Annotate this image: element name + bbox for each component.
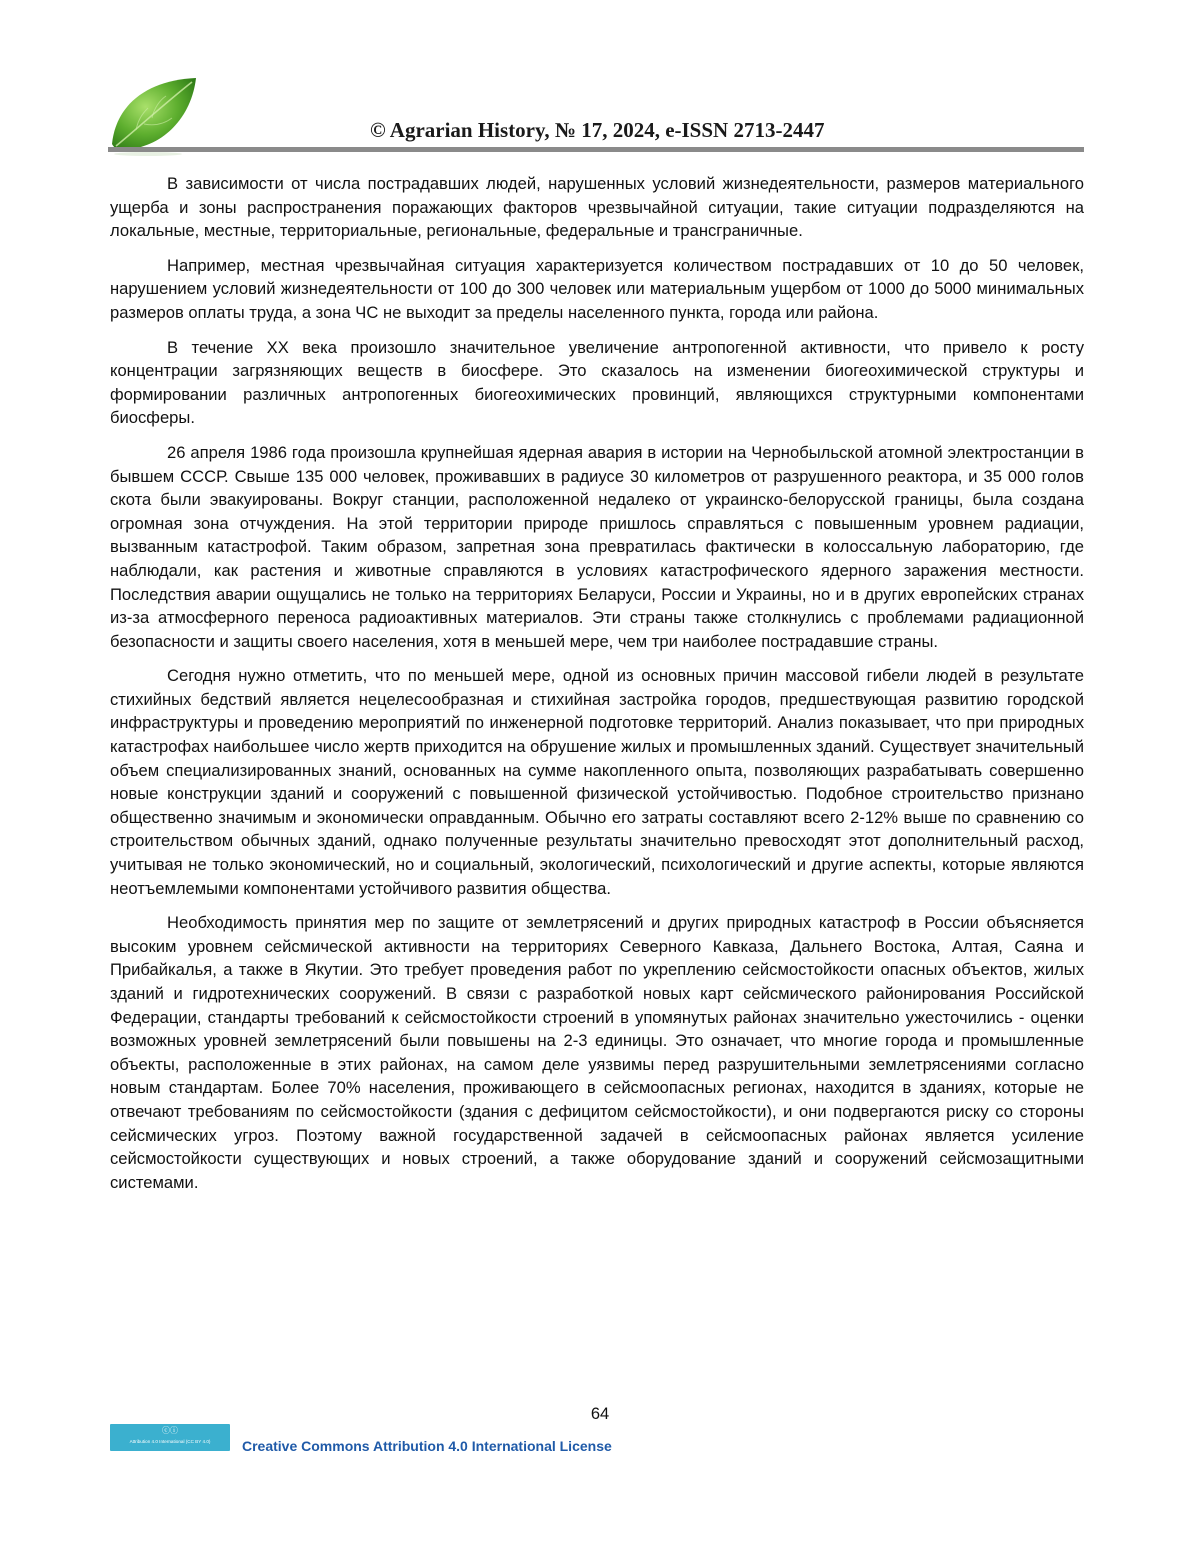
cc-license-badge[interactable] bbox=[110, 1424, 230, 1451]
journal-header-title: © Agrarian History, № 17, 2024, e-ISSN 2713-2447 bbox=[370, 118, 825, 142]
article-body bbox=[110, 172, 1084, 1205]
paragraph: В зависимости от числа пострадавших людей, нарушенных условий жизнедеятельности, размеров материального ущерба и зоны распространения поражающих факторов чрезвычайной ситуации, такие ситуации подразделяются на локальные, местные, территориальные, региональные, федеральные и трансграничные. bbox=[110, 174, 1084, 241]
paragraph: Сегодня нужно отметить, что по меньшей мере, одной из основных причин массовой гибели людей в результате стихийных бедствий является нецелесообразная и стихийная застройка городов, предшествующая развитию городской инфраструктуры и проведению мероприятий по инженерной подготовке территорий. Анализ показывает, что при природных катастрофах наибольшее число жертв приходится на обрушение жилых и промышленных зданий. Существует значительный объем специализированных знаний, основанных на сумме накопленного опыта, позволяющих разрабатывать совершенно новые конструкции зданий и сооружений с повышенной физической устойчивостью. Подобное строительство признано общественно значимым и экономически оправданным. Обычно его затраты составляют всего 2-12% выше по сравнению со строительством обычных зданий, однако полученные результаты значительно превосходят этот дополнительный расход, учитывая не только экономический, но и социальный, экологический, психологический и другие аспекты, которые являются неотъемлемыми компонентами устойчивого развития общества. bbox=[110, 666, 1084, 898]
paragraph: В течение XX века произошло значительное увеличение антропогенной активности, что привело к росту концентрации загрязняющих веществ в биосфере. Это сказалось на изменении биогеохимической структуры и формировании различных антропогенных биогеохимических провинций, являющихся структурными компонентами биосферы. bbox=[110, 337, 1084, 428]
page-number: 64 bbox=[590, 1405, 610, 1423]
cc-by-icon: ⓒⓘ bbox=[162, 1426, 178, 1435]
header-divider bbox=[108, 147, 1084, 152]
paragraph: Необходимость принятия мер по защите от землетрясений и других природных катастроф в России объясняется высоким уровнем сейсмической активности на территориях Северного Кавказа, Дальнего Востока, Алтая, Саяна и Прибайкалья, а также в Якутии. Это требует проведения работ по укреплению сейсмостойкости опасных объектов, жилых зданий и гидротехнических сооружений. В связи с разработкой новых карт сейсмического районирования Российской Федерации, стандарты требований к сейсмостойкости строений в упомянутых районах значительно ужесточились - оценки возможных уровней землетрясений были повышены на 2-3 единицы. Это означает, что многие города и промышленные объекты, расположенные в этих районах, на самом деле уязвимы перед разрушительными землетрясениями согласно новым стандартам. Более 70% населения, проживающего в сейсмоопасных регионах, находится в зданиях, которые не отвечают требованиям по сейсмостойкости (здания с дефицитом сейсмостойкости), и они подвергаются риску со стороны сейсмических угроз. Поэтому важной государственной задачей в сейсмоопасных районах является усиление сейсмостойкости существующих и новых строений, а также оборудование зданий и сооружений сейсмозащитными системами. bbox=[110, 913, 1084, 1192]
green-leaf-icon bbox=[108, 74, 200, 156]
license-link[interactable]: Creative Commons Attribution 4.0 International License bbox=[242, 1438, 612, 1454]
paragraph: Например, местная чрезвычайная ситуация характеризуется количеством пострадавших от 10 до 50 человек, нарушением условий жизнедеятельности от 100 до 300 человек или материальным ущербом от 1000 до 5000 минимальных размеров оплаты труда, а зона ЧС не выходит за пределы населенного пункта, города или района. bbox=[110, 255, 1084, 322]
paragraph: 26 апреля 1986 года произошла крупнейшая ядерная авария в истории на Чернобыльской атомной электростанции в бывшем СССР. Свыше 135 000 человек, проживавших в радиусе 30 километров от разрушенного реактора, и 35 000 голов скота были эвакуированы. Вокруг станции, расположенной недалеко от украинско-белорусской границы, была создана огромная зона отчуждения. На этой территории природе пришлось справляться с повышенным уровнем радиации, вызванным катастрофой. Таким образом, запретная зона превратилась фактически в колоссальную лабораторию, где наблюдали, как растения и животные справляются в условиях катастрофического ядерного заражения местности. Последствия аварии ощущались не только на территориях Беларуси, России и Украины, но и в других европейских странах из-за атмосферного переноса радиоактивных материалов. Эти страны также столкнулись с проблемами радиационной безопасности и защиты своего населения, хотя в меньшей мере, чем три наиболее пострадавшие страны. bbox=[110, 442, 1084, 651]
cc-badge-label: Attribution 4.0 International (CC BY 4.0) bbox=[129, 1439, 211, 1444]
